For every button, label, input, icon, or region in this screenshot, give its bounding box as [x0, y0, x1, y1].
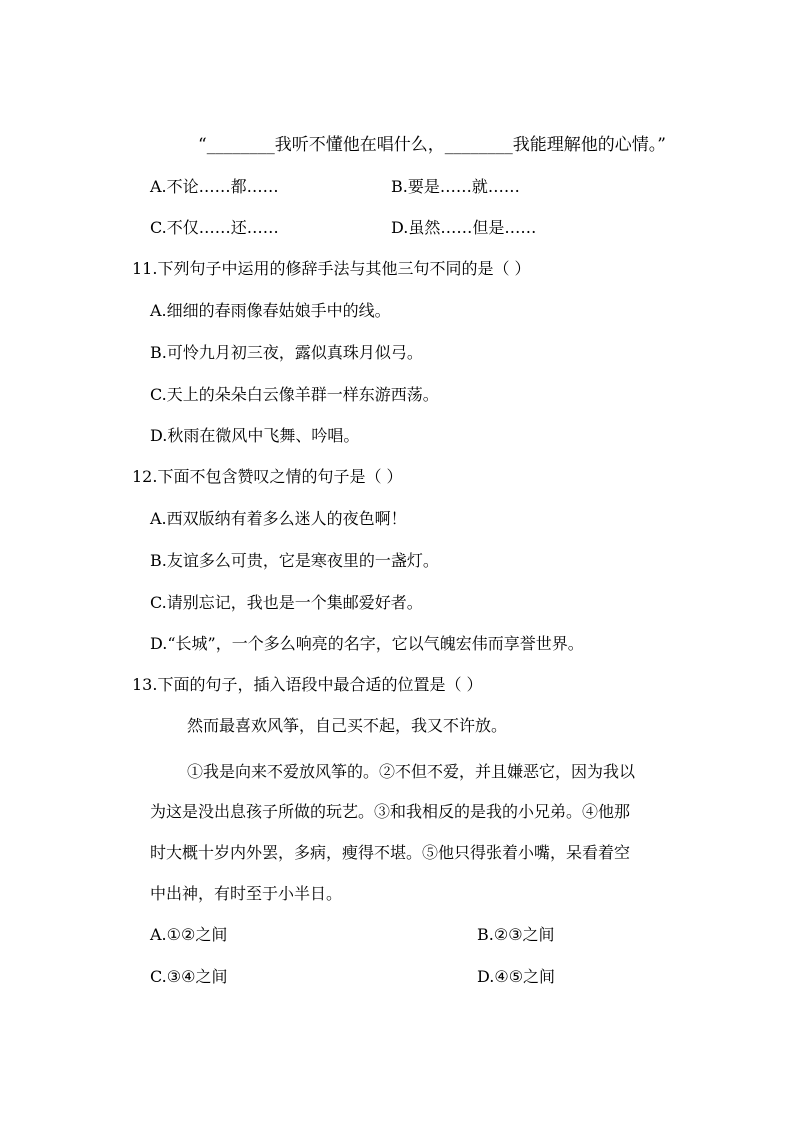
- q13-stem: 13.下面的句子，插入语段中最合适的位置是（ ）: [132, 675, 483, 694]
- q13-option-d[interactable]: D.④⑤之间: [477, 967, 556, 986]
- q13-passage-line-4: 中出神，有时至于小半日。: [150, 884, 343, 903]
- q13-option-b[interactable]: B.②③之间: [477, 925, 555, 944]
- q12-option-b[interactable]: B.友谊多么可贵，它是寒夜里的一盏灯。: [150, 551, 439, 570]
- q11-option-b[interactable]: B.可怜九月初三夜，露似真珠月似弓。: [150, 343, 423, 362]
- q13-passage-line-1: ①我是向来不爱放风筝的。②不但不爱，并且嫌恶它，因为我以: [187, 762, 636, 781]
- q10-option-a[interactable]: A.不论……都……: [150, 177, 279, 196]
- q10-option-d[interactable]: D.虽然……但是……: [391, 218, 537, 237]
- q10-option-c[interactable]: C.不仅……还……: [150, 218, 279, 237]
- q13-passage-line-2: 为这是没出息孩子所做的玩艺。③和我相反的是我的小兄弟。④他那: [150, 802, 631, 821]
- q11-option-a[interactable]: A.细细的春雨像春姑娘手中的线。: [150, 301, 391, 320]
- q11-stem: 11.下列句子中运用的修辞手法与其他三句不同的是（ ）: [132, 259, 531, 278]
- q13-option-c[interactable]: C.③④之间: [150, 967, 228, 986]
- q12-stem: 12.下面不包含赞叹之情的句子是（ ）: [132, 467, 403, 486]
- q13-option-a[interactable]: A.①②之间: [150, 925, 228, 944]
- q10-option-b[interactable]: B.要是……就……: [391, 177, 520, 196]
- q13-insert-sentence: 然而最喜欢风筝，自己买不起，我又不许放。: [187, 716, 508, 735]
- q11-option-d[interactable]: D.秋雨在微风中飞舞、吟唱。: [150, 426, 360, 445]
- q12-option-d[interactable]: D.“长城”，一个多么响亮的名字，它以气魄宏伟而享誉世界。: [150, 634, 584, 653]
- q11-option-c[interactable]: C.天上的朵朵白云像羊群一样东游西荡。: [150, 385, 439, 404]
- q12-option-c[interactable]: C.请别忘记，我也是一个集邮爱好者。: [150, 593, 423, 612]
- q12-option-a[interactable]: A.西双版纳有着多么迷人的夜色啊！: [150, 509, 407, 528]
- q10-sentence: “________我听不懂他在唱什么，________我能理解他的心情。”: [198, 135, 666, 155]
- q13-passage-line-3: 时大概十岁内外罢，多病，瘦得不堪。⑤他只得张着小嘴，呆看着空: [150, 843, 631, 862]
